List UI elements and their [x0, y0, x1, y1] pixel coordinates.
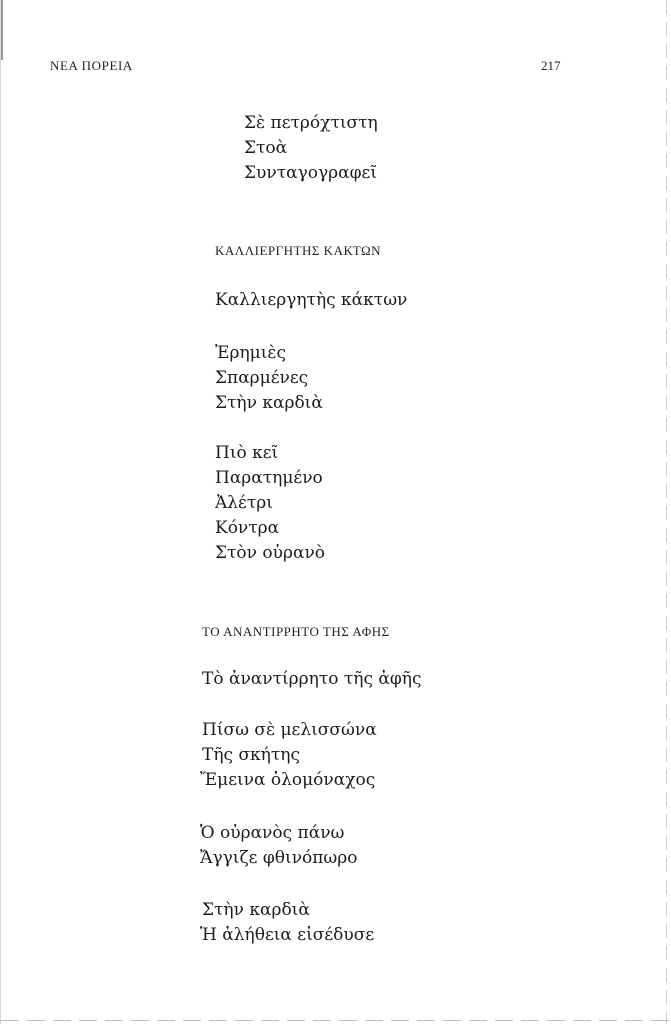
poem-line: Στὴν καρδιὰ — [202, 900, 310, 920]
poem-line: Στὸν οὐρανὸ — [215, 543, 326, 563]
poem-line: Συνταγογραφεῖ — [244, 163, 377, 183]
poem-line: Πιὸ κεῖ — [215, 443, 279, 463]
page-edge-right — [666, 0, 667, 1024]
poem-line: Παρατημένο — [215, 468, 323, 488]
poem-line: Ἐρημιὲς — [215, 343, 287, 363]
poem-line: Σπαρμένες — [215, 368, 309, 388]
poem-line: Τὸ ἀναντίρρητο τῆς ἀφῆς — [202, 669, 422, 689]
poem-line: Τῆς σκήτης — [202, 745, 300, 765]
poem-line: Καλλιεργητὴς κάκτων — [215, 290, 408, 310]
poem-line: Κόντρα — [215, 518, 280, 538]
poem-line: Ὁ οὐρανὸς πάνω — [200, 823, 345, 843]
page-edge-bottom — [1, 1020, 671, 1021]
poem-line: Ἀλέτρι — [215, 493, 273, 513]
poem-title: ΤΟ ΑΝΑΝΤΙΡΡΗΤΟ ΤΗΣ ΑΦΗΣ — [202, 624, 390, 639]
page-edge-mark — [1, 0, 3, 60]
poem-line: Ἔμεινα ὁλομόναχος — [200, 770, 376, 790]
poem-line: Πίσω σὲ μελισσώνα — [202, 720, 377, 740]
poem-line: Ἄγγιζε φθινόπωρο — [200, 848, 358, 868]
page-number: 217 — [541, 58, 561, 73]
running-head: ΝΕΑ ΠΟΡΕΙΑ — [50, 58, 133, 73]
poem-title: ΚΑΛΛΙΕΡΓΗΤΗΣ ΚΑΚΤΩΝ — [215, 243, 382, 258]
poem-line: Σὲ πετρόχτιστη — [244, 113, 378, 133]
poem-line: Στοὰ — [244, 138, 288, 158]
poem-line: Στὴν καρδιὰ — [215, 393, 323, 413]
poem-line: Ἡ ἀλήθεια εἰσέδυσε — [200, 925, 375, 945]
